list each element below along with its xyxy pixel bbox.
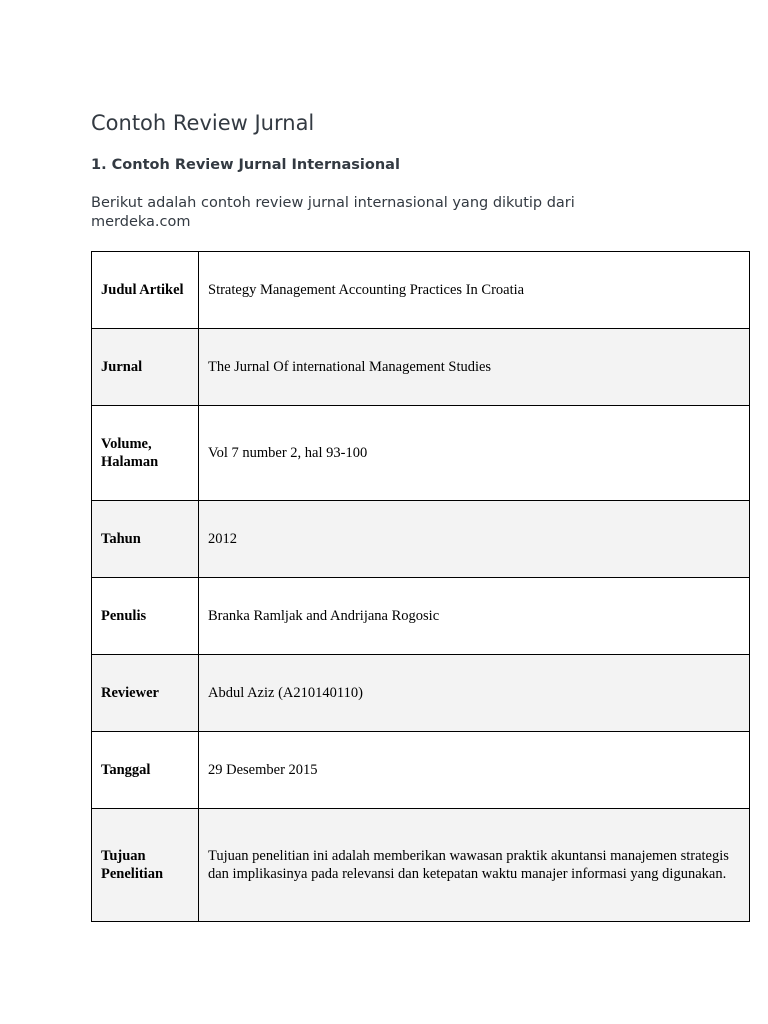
row-value: 29 Desember 2015 [199,732,750,809]
row-label: Tujuan Penelitian [92,809,199,922]
intro-paragraph: Berikut adalah contoh review jurnal internasional yang dikutip dari merdeka.com [91,195,575,230]
row-value: Tujuan penelitian ini adalah memberikan wawasan praktik akuntansi manajemen strategis dan implikasinya pada relevansi dan ketepatan waktu manajer informasi yang digunakan. [199,809,750,922]
row-label: Jurnal [92,329,199,406]
table-row [92,501,750,578]
row-label: Judul Artikel [92,252,199,329]
section-heading: 1. Contoh Review Jurnal Internasional [91,157,400,173]
row-label: Penulis [92,578,199,655]
row-label: Tahun [92,501,199,578]
table-row [92,406,750,501]
table-row [92,655,750,732]
table-row [92,809,750,922]
row-label: Tanggal [92,732,199,809]
table-row [92,578,750,655]
row-label: Volume, Halaman [92,406,199,501]
table-row [92,329,750,406]
table-row [92,252,750,329]
page-title: Contoh Review Jurnal [91,111,315,135]
row-value: Vol 7 number 2, hal 93-100 [199,406,750,501]
row-value: The Jurnal Of international Management Studies [199,329,750,406]
table-row [92,732,750,809]
row-value: Branka Ramljak and Andrijana Rogosic [199,578,750,655]
row-value: Abdul Aziz (A210140110) [199,655,750,732]
review-table [91,251,750,922]
row-value: 2012 [199,501,750,578]
row-label: Reviewer [92,655,199,732]
row-value: Strategy Management Accounting Practices In Croatia [199,252,750,329]
